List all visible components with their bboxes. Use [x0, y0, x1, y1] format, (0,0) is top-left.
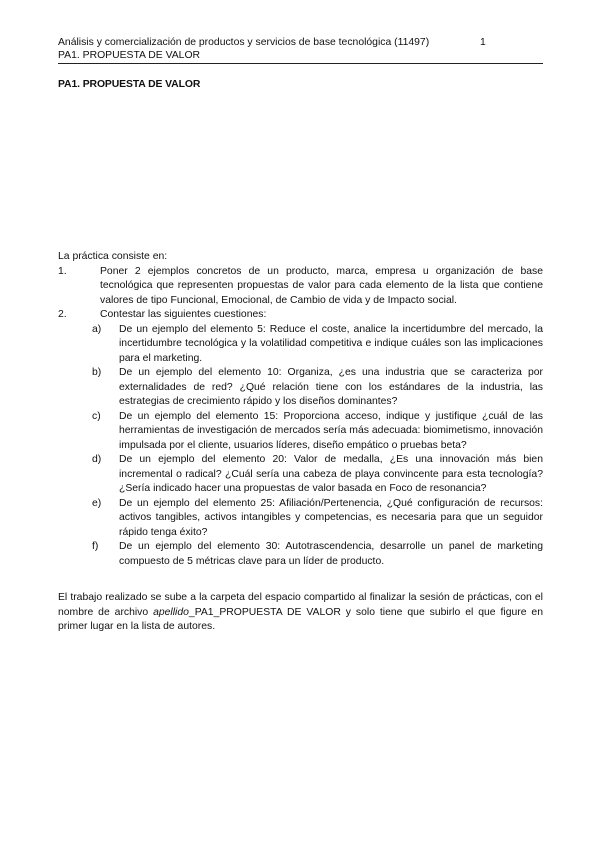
- question-item-a: [92, 323, 543, 367]
- document-body: [58, 250, 543, 635]
- outro-text-start: El trabajo realizado se sube a la carpeta del espacio compartido al finalizar la sesión de prácticas, con el nombre de archivo: [58, 592, 543, 618]
- question-letter: d): [92, 454, 102, 465]
- header-course: Análisis y comercialización de productos y servicios de base tecnológica (11497): [58, 37, 430, 48]
- task-list: [58, 265, 543, 570]
- question-text: De un ejemplo del elemento 5: Reduce el coste, analice la incertidumbre del mercado, la incertidumbre tecnológica y la volatilidad competitiva e indique cuáles son las implicaciones para el marketing.: [119, 323, 543, 364]
- task-number: 2.: [58, 309, 67, 320]
- question-letter: b): [92, 367, 102, 378]
- task-text: Poner 2 ejemplos concretos de un producto, marca, empresa u organización de base tecnológica que representen propuestas de valor para cada elemento de la lista que contiene valores de tipo Funcional, Emocional, de Cambio de vida y de Impacto social.: [100, 265, 543, 306]
- question-item-d: [92, 453, 543, 497]
- header-subtitle: PA1. PROPUESTA DE VALOR: [58, 50, 201, 61]
- question-text: De un ejemplo del elemento 30: Autotrascendencia, desarrolle un panel de marketing compuesto de 5 métricas clave para un líder de producto.: [119, 541, 543, 567]
- question-letter: f): [92, 541, 99, 552]
- question-list: [92, 323, 543, 570]
- header-page-number: 1: [480, 37, 486, 48]
- question-text: De un ejemplo del elemento 15: Proporciona acceso, indique y justifique ¿cuál de las herramientas de investigación de mercados sería más adecuada: biomimetismo, innovación impulsada por el cliente, usuarios líderes, diseño empático o pruebas beta?: [119, 410, 543, 451]
- question-text: De un ejemplo del elemento 25: Afiliación/Pertenencia, ¿Qué configuración de recursos: activos tangibles, activos intangibles y competencias, es necesaria para que un seguidor rápido tenga éxito?: [119, 497, 543, 538]
- task-item-1: [58, 265, 543, 309]
- task-number: 1.: [58, 265, 67, 277]
- question-item-f: [92, 540, 543, 569]
- question-letter: c): [92, 410, 101, 422]
- submission-instructions: [58, 591, 543, 635]
- question-item-c: [92, 410, 543, 454]
- outro-text-end: _PA1_PROPUESTA DE VALOR y solo tiene que subirlo el que figure en primer lugar en la lista de autores.: [58, 606, 543, 632]
- task-text: Contestar las siguientes cuestiones:: [100, 309, 267, 320]
- question-letter: a): [92, 323, 102, 335]
- document-title: PA1. PROPUESTA DE VALOR: [58, 79, 201, 90]
- question-text: De un ejemplo del elemento 10: Organiza, ¿es una industria que se caracteriza por externalidades de red? ¿Qué relación tiene con los estándares de la industria, las estrategias de crecimiento rápido y los diseños dominantes?: [119, 367, 543, 407]
- task-item-2: [58, 308, 543, 569]
- page-header: [58, 36, 543, 64]
- question-letter: e): [92, 497, 102, 509]
- question-text: De un ejemplo del elemento 20: Valor de medalla, ¿Es una innovación más bien incremental o radical? ¿Cuál sería una cabeza de playa convincente para esta tecnología? ¿Sería indicado hacer una propuestas de valor basada en Foco de resonancia?: [119, 454, 543, 494]
- intro-text: La práctica consiste en:: [58, 251, 168, 262]
- question-item-e: [92, 497, 543, 541]
- outro-filename-italic: apellido: [153, 606, 189, 618]
- question-item-b: [92, 366, 543, 410]
